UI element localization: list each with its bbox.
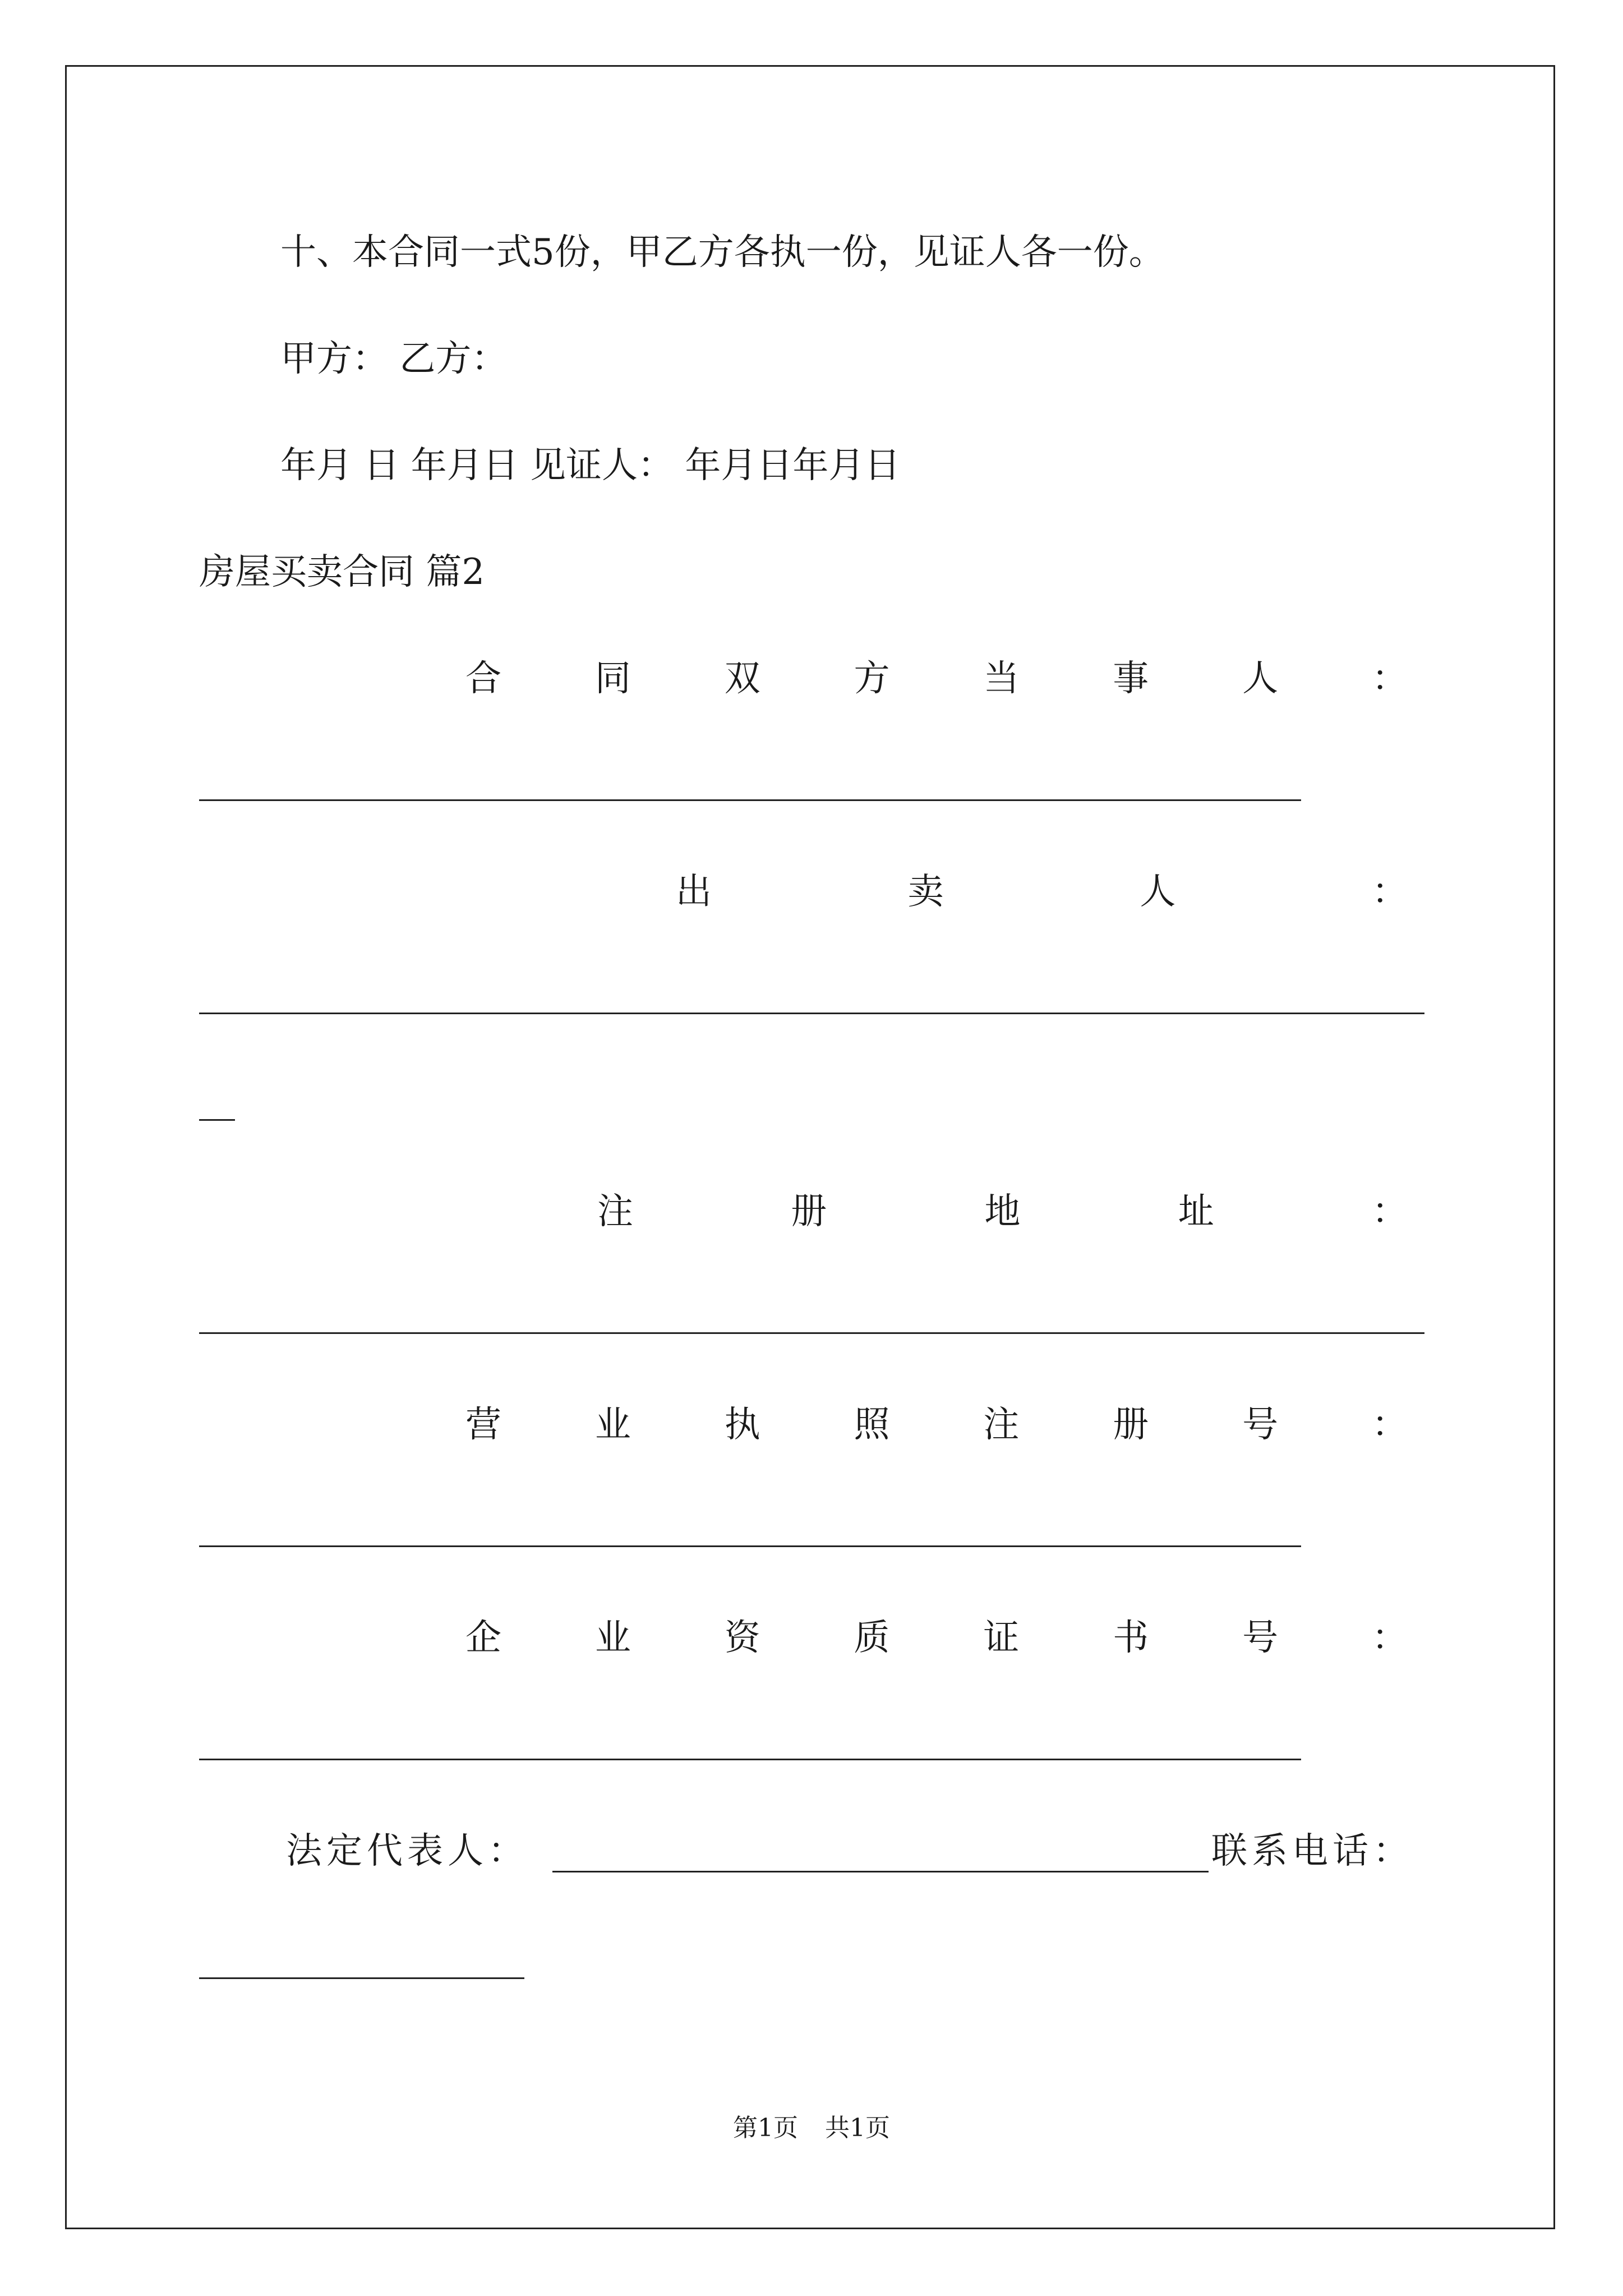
page-number: 第1页: [733, 2114, 798, 2142]
seller-label: 出 卖 人 ：: [676, 871, 1408, 913]
seller-blank-continued: [199, 1119, 235, 1121]
phone-label: 联系电话：: [1211, 1830, 1413, 1872]
contract-parties-blank: [199, 799, 1301, 801]
parties-line: 甲方： 乙方：: [280, 338, 508, 380]
qualification-cert-label: 企 业 资 质 证 书 号 ：: [465, 1617, 1408, 1659]
qualification-cert-blank: [199, 1759, 1301, 1760]
page-total: 共1页: [825, 2114, 890, 2142]
registered-address-label: 注 册 地 址 ：: [597, 1191, 1408, 1232]
registered-address-blank: [199, 1332, 1424, 1334]
phone-blank: [199, 1977, 524, 1979]
clause-ten: 十、本合同一式5份，甲乙方各执一份，见证人各一份。: [280, 232, 1165, 273]
page-border: [65, 65, 1555, 2229]
legal-rep-blank: [552, 1871, 1209, 1872]
section-heading: 房屋买卖合同 篇2: [199, 551, 485, 593]
business-license-label: 营 业 执 照 注 册 号 ：: [465, 1404, 1408, 1446]
legal-rep-label: 法定代表人：: [286, 1830, 528, 1872]
seller-blank: [199, 1013, 1424, 1014]
business-license-blank: [199, 1545, 1301, 1547]
dates-line: 年月 日 年月日 见证人： 年月日年月日: [280, 445, 901, 486]
page-footer: [0, 2113, 1623, 2144]
contract-parties-label: 合 同 双 方 当 事 人 ：: [465, 658, 1408, 700]
